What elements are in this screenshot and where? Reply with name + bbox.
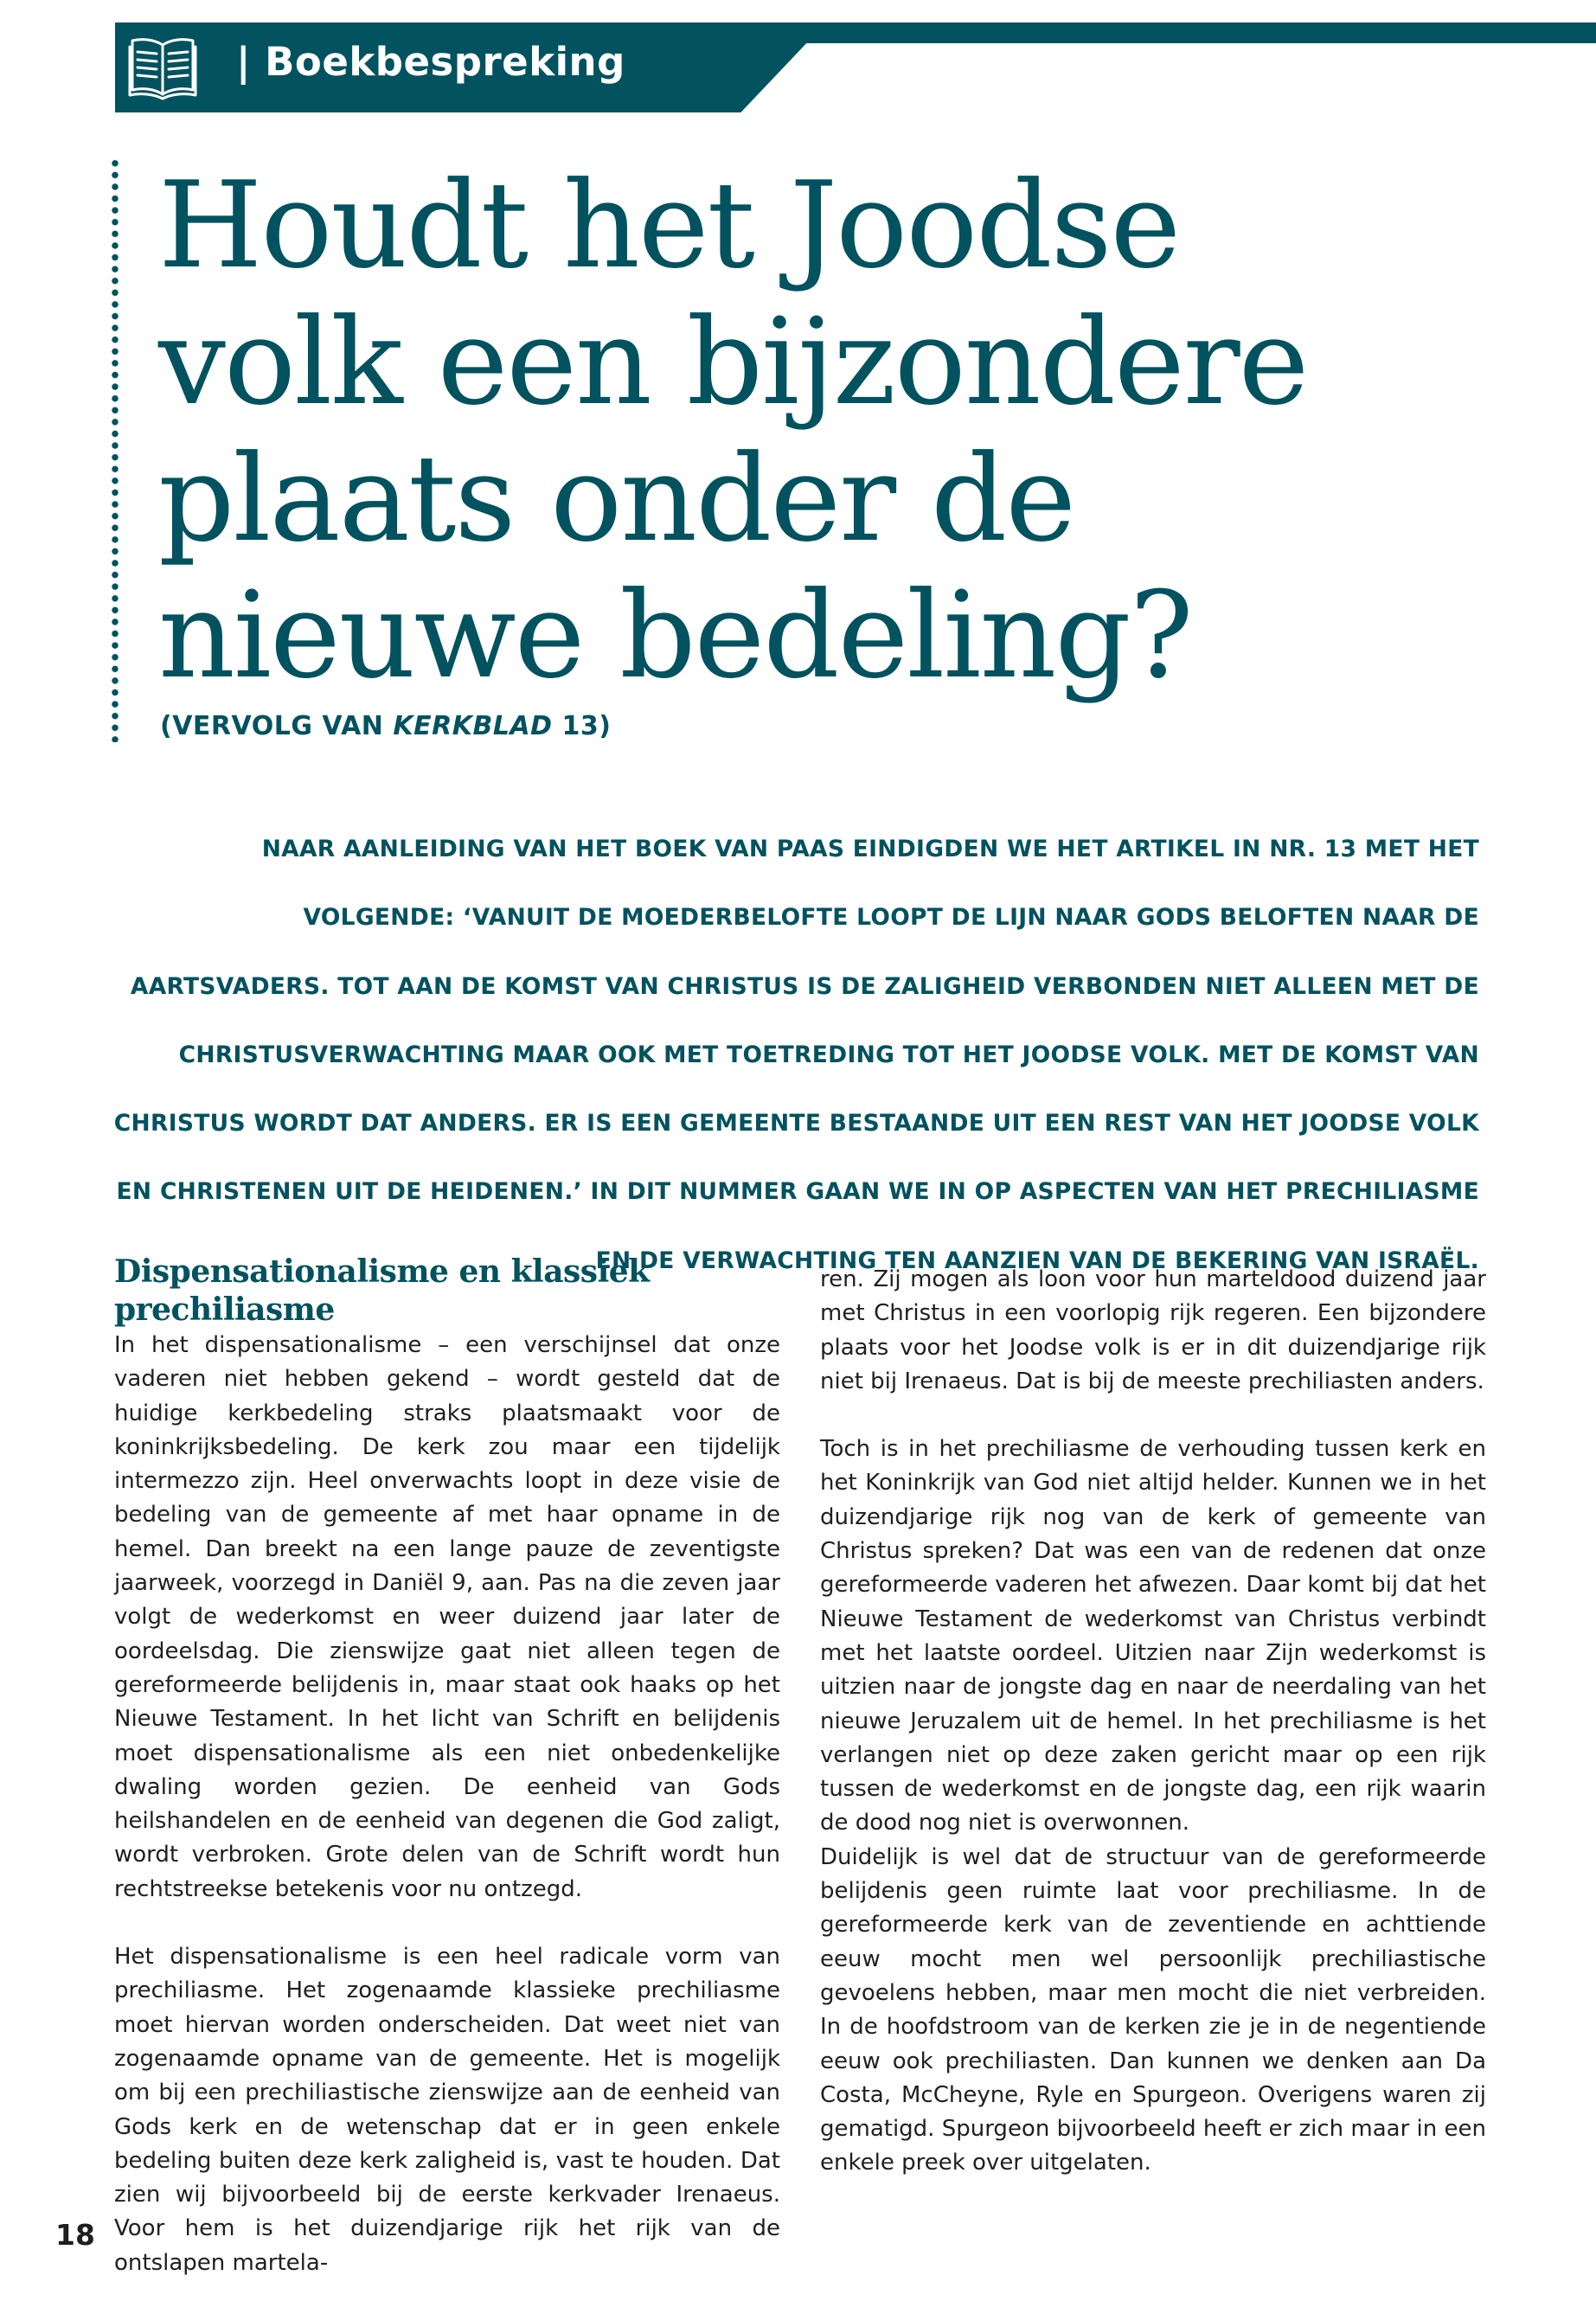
subtitle-prefix: (VERVOLG VAN [160, 711, 394, 741]
subtitle-publication: KERKBLAD [393, 711, 553, 741]
section-label: | Boekbespreking [236, 39, 625, 85]
right-column [820, 1263, 1486, 2181]
paragraph: In het dispensationalisme – een verschijnsel dat onze vaderen niet hebben gekend – wordt gesteld dat de huidige kerkbedeling straks plaatsmaakt voor de koninkrijksbedeling. De kerk zou maar een tijdelijk intermezzo zijn. Heel onverwachts loopt in deze visie de bedeling van de gemeente af met haar opname in de hemel. Dan breekt na een lange pauze de zeventigste jaarweek, voorzegd in Daniël 9, aan. Pas na die zeven jaar volgt de wederkomst en weer duizend jaar later de oordeelsdag. Die zienswijze gaat niet alleen tegen de gereformeerde belijdenis in, maar staat ook haaks op het Nieuwe Testament. In het licht van Schrift en belijdenis moet dispensationalisme als een niet onbedenkelijke dwaling worden gezien. De eenheid van Gods heilshandelen en de eenheid van degenen die God zaligt, wordt verbroken. Grote delen van de Schrift wordt hun rechtstreekse betekenis voor nu ontzegd. [114, 1332, 780, 1902]
left-column [114, 1253, 780, 2280]
dotted-rule [111, 157, 119, 742]
section-heading: Dispensationalisme en klassiek prechiliasme [114, 1253, 650, 1328]
paragraph: ren. Zij mogen als loon voor hun marteldood duizend jaar met Christus in een voorlopig rijk regeren. Een bijzondere plaats voor het Joodse volk is er in dit duizendjarige rijk niet bij Irenaeus. Dat is bij de meeste prechiliasten anders. [820, 1266, 1486, 1394]
paragraph: Duidelijk is wel dat de structuur van de gereformeerde belijdenis geen ruimte laat voor prechiliasme. In de gereformeerde kerk van de zeventiende en achttiende eeuw mocht men wel persoonlijk prechiliastische gevoelens hebben, maar men mocht die niet verbreiden. In de hoofdstroom van de kerken zie je in de negentiende eeuw ook prechiliasten. Dan kunnen we denken aan Da Costa, McCheyne, Ryle en Spurgeon. Overigens waren zij gematigd. Spurgeon bijvoorbeeld heeft er zich maar in een enkele preek over uitgelaten. [820, 1843, 1486, 2176]
open-book-icon [127, 33, 198, 100]
article-subtitle [160, 711, 611, 741]
section-banner [115, 22, 1596, 112]
page-number: 18 [55, 2218, 95, 2252]
article-intro: NAAR AANLEIDING VAN HET BOEK VAN PAAS EINDIGDEN WE HET ARTIKEL IN NR. 13 MET HET VOLGENDE: ‘VANUIT DE MOEDERBELOFTE LOOPT DE LIJN NAAR GODS BELOFTEN NAAR DE AARTSVADERS. TOT AAN DE KOMST VAN CHRISTUS IS DE ZALIGHEID VERBONDEN NIET ALLEEN MET DE CHRISTUSVERWACHTING MAAR OOK MET TOETREDING TOT HET JOODSE VOLK. MET DE KOMST VAN CHRISTUS WORDT DAT ANDERS. ER IS EEN GEMEENTE BESTAANDE UIT EEN REST VAN HET JOODSE VOLK EN CHRISTENEN UIT DE HEIDENEN.’ IN DIT NUMMER GAAN WE IN OP ASPECTEN VAN HET PRECHILIASME EN DE VERWACHTING TEN AANZIEN VAN DE BEKERING VAN ISRAËL. [113, 836, 1479, 1274]
paragraph: Toch is in het prechiliasme de verhouding tussen kerk en het Koninkrijk van God niet altijd helder. Kunnen we in het duizendjarige rijk nog van de kerk of gemeente van Christus spreken? Dat was een van de redenen dat onze gereformeerde vaderen het afwezen. Daar komt bij dat het Nieuwe Testament de wederkomst van Christus verbindt met het laatste oordeel. Uitzien naar Zijn wederkomst is uitzien naar de jongste dag en naar de neerdaling van het nieuwe Jeruzalem uit de hemel. In het prechiliasme is het verlangen niet op deze zaken gericht maar op een rijk tussen de wederkomst en de jongste dag, een rijk waarin de dood nog niet is overwonnen. [820, 1436, 1486, 1836]
subtitle-suffix: 13) [552, 711, 612, 741]
article-title: Houdt het Joodse volk een bijzondere plaats onder de nieuwe bedeling? [158, 156, 1308, 705]
paragraph: Het dispensationalisme is een heel radicale vorm van prechiliasme. Het zogenaamde klassieke prechiliasme moet hiervan worden onderscheiden. Dat weet niet van zogenaamde opname van de gemeente. Het is mogelijk om bij een prechiliastische zienswijze aan de eenheid van Gods kerk en de wetenschap dat er in geen enkele bedeling buiten deze kerk zaligheid is, vast te houden. Dat zien wij bijvoorbeeld bij de eerste kerkvader Irenaeus. Voor hem is het duizendjarige rijk het rijk van de ontslapen martela- [114, 1944, 780, 2276]
